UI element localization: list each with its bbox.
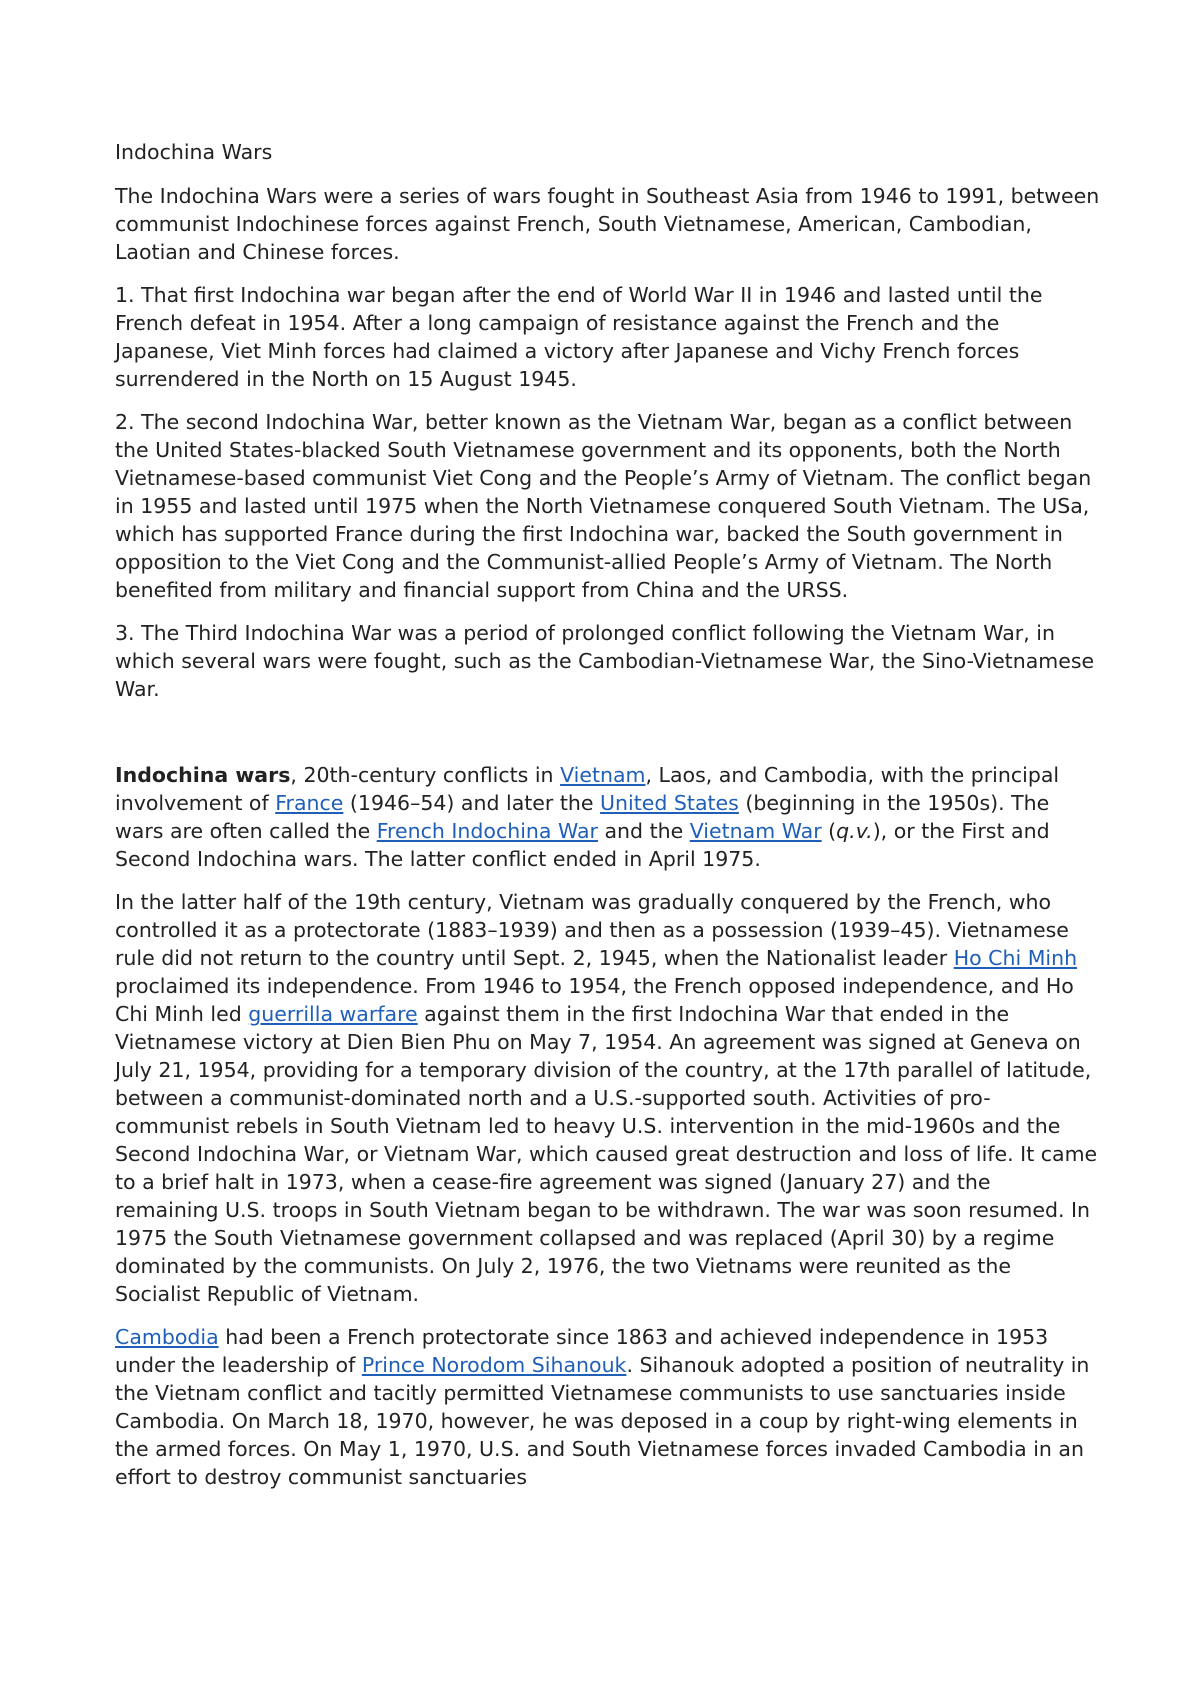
- p3-text-1: had been a French protectorate since 1863 and achieved independence in 1953 under the leadership of: [115, 1325, 1049, 1377]
- p1-text-4: (beginning in the 1950s). The wars are often called the: [115, 791, 1050, 843]
- p1-text-1: , 20th-century conflicts in: [290, 763, 561, 787]
- document-page: [115, 138, 1100, 1506]
- article-paragraph-1: [115, 761, 1100, 873]
- link-french-indochina-war[interactable]: French Indochina War: [376, 819, 598, 843]
- link-france[interactable]: France: [275, 791, 344, 815]
- section-spacer: [115, 718, 1100, 761]
- p1-text-6: (: [821, 819, 837, 843]
- link-vietnam[interactable]: Vietnam: [560, 763, 646, 787]
- link-vietnam-war[interactable]: Vietnam War: [689, 819, 822, 843]
- link-guerrilla-warfare[interactable]: guerrilla warfare: [248, 1002, 418, 1026]
- list-item-3: 3. The Third Indochina War was a period of prolonged conflict following the Vietnam War, in which several wars were fought, such as the Cambodian-Vietnamese War, the Sino-Vietnamese War.: [115, 621, 1095, 701]
- article-paragraph-2: [115, 888, 1100, 1308]
- p3-text-2: . Sihanouk adopted a position of neutrality in the Vietnam conflict and tacitly permitted Vietnamese communists to use sanctuaries inside Cambodia. On March 18, 1970, however, he was deposed in a coup by right-wing elements in the armed forces. On May 1, 1970, U.S. and South Vietnamese forces invaded Cambodia in an effort to destroy communist sanctuaries: [115, 1353, 1090, 1489]
- link-ho-chi-minh[interactable]: Ho Chi Minh: [953, 946, 1078, 970]
- p2-text-1: In the latter half of the 19th century, Vietnam was gradually conquered by the French, who controlled it as a protectorate (1883–1939) and then as a possession (1939–45). Vietnamese rule did not return to the country until Sept. 2, 1945, when the Nationalist leader: [115, 890, 1069, 970]
- link-prince-norodom-sihanouk[interactable]: Prince Norodom Sihanouk: [361, 1353, 627, 1377]
- p2-text-3: against them in the first Indochina War that ended in the Vietnamese victory at Dien Bien Phu on May 7, 1954. An agreement was signed at Geneva on July 21, 1954, providing for a temporary division of the country, at the 17th parallel of latitude, between a communist-dominated north and a U.S.-supported south. Activities of pro-communist rebels in South Vietnam led to heavy U.S. intervention in the mid-1960s and the Second Indochina War, or Vietnam War, which caused great destruction and loss of life. It came to a brief halt in 1973, when a cease-fire agreement was signed (January 27) and the remaining U.S. troops in South Vietnam began to be withdrawn. The war was soon resumed. In 1975 the South Vietnamese government collapsed and was replaced (April 30) by a regime dominated by the communists. On July 2, 1976, the two Vietnams were reunited as the Socialist Republic of Vietnam.: [115, 1002, 1098, 1306]
- link-united-states[interactable]: United States: [600, 791, 739, 815]
- document-title: Indochina Wars: [115, 140, 273, 164]
- link-cambodia[interactable]: Cambodia: [115, 1325, 219, 1349]
- p1-text-5: and the: [597, 819, 690, 843]
- qv-abbrev: q.v.: [836, 819, 873, 843]
- p1-text-3: (1946–54) and later the: [343, 791, 601, 815]
- article-term: Indochina wars: [115, 763, 291, 787]
- article-paragraph-3: [115, 1323, 1100, 1491]
- intro-paragraph: The Indochina Wars were a series of wars fought in Southeast Asia from 1946 to 1991, between communist Indochinese forces against French, South Vietnamese, American, Cambodian, Laotian and Chinese forces.: [115, 184, 1100, 264]
- list-item-2: 2. The second Indochina War, better known as the Vietnam War, began as a conflict between the United States-blacked South Vietnamese government and its opponents, both the North Vietnamese-based communist Viet Cong and the People’s Army of Vietnam. The conflict began in 1955 and lasted until 1975 when the North Vietnamese conquered South Vietnam. The USa, which has supported France during the first Indochina war, backed the South government in opposition to the Viet Cong and the Communist-allied People’s Army of Vietnam. The North benefited from military and financial support from China and the URSS.: [115, 410, 1092, 602]
- p2-text-2: proclaimed its independence. From 1946 to 1954, the French opposed independence, and Ho Chi Minh led: [115, 974, 1074, 1026]
- p1-text-7: ), or the First and Second Indochina wars. The latter conflict ended in April 1975.: [115, 819, 1050, 871]
- list-item-1: 1. That first Indochina war began after the end of World War II in 1946 and lasted until the French defeat in 1954. After a long campaign of resistance against the French and the Japanese, Viet Minh forces had claimed a victory after Japanese and Vichy French forces surrendered in the North on 15 August 1945.: [115, 283, 1043, 391]
- p1-text-2: , Laos, and Cambodia, with the principal involvement of: [115, 763, 1060, 815]
